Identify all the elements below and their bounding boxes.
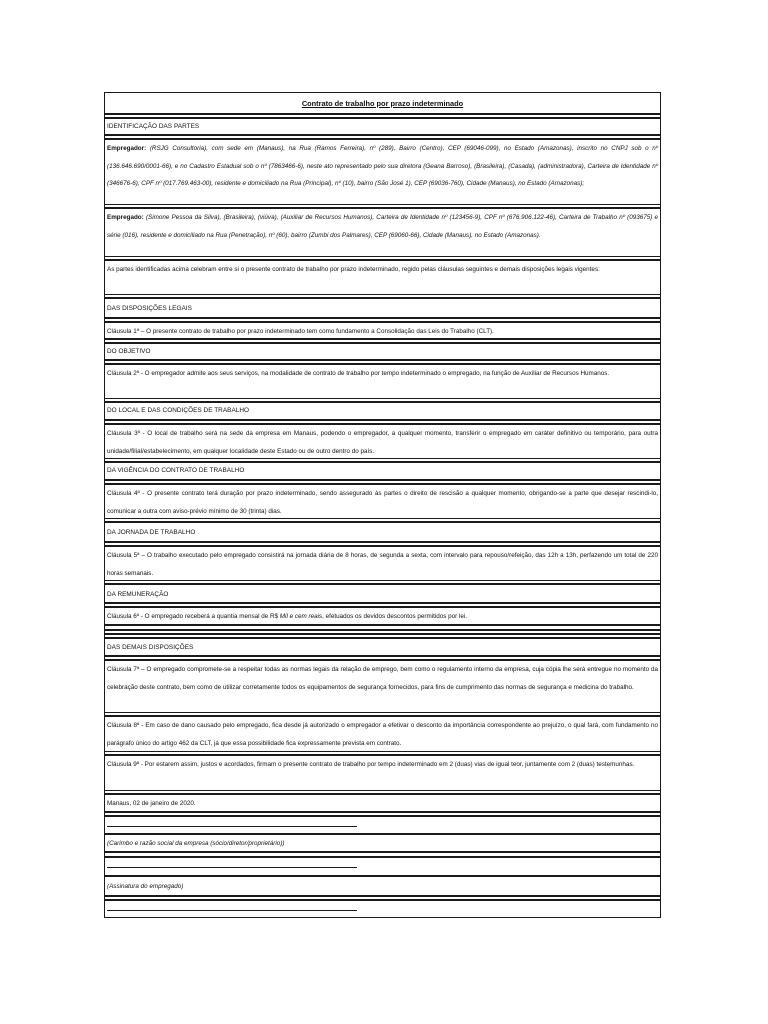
clausula-2 bbox=[104, 364, 661, 399]
clausula-3-text: Cláusula 3ª - O local de trabalho será na sede da empresa em Manaus, podendo o empregador, a qualquer momento, transferir o empregado em caráter definitivo ou temporário, para outra unidade/filial/estabelecimento, em qualquer localidade deste Estado ou de outro dentro do país. bbox=[107, 430, 658, 455]
signature-caption-company: (Carimbo e razão social da empresa (sócio/diretor/proprietário)) bbox=[104, 834, 661, 852]
section-remuneracao: DA REMUNERAÇÃO bbox=[104, 584, 661, 603]
clausula-6 bbox=[104, 607, 661, 625]
signature-caption-employee: (Assinatura do empregado) bbox=[104, 876, 661, 896]
empregador-block bbox=[104, 139, 661, 208]
clausula-9 bbox=[104, 755, 661, 791]
clausula-7 bbox=[104, 660, 661, 713]
clausula-8 bbox=[104, 716, 661, 752]
signature-line bbox=[107, 910, 357, 911]
place-date: Manaus, 02 de janeiro de 2020. bbox=[104, 794, 661, 812]
clausula-1-text: Cláusula 1ª – O presente contrato de trabalho por prazo indeterminado tem como fundamento a Consolidação das Leis do Trabalho (CLT). bbox=[107, 328, 494, 335]
clausula-6-text-end: , efetuados os devidos descontos permitidos por lei. bbox=[322, 613, 468, 620]
clausula-8-text: Cláusula 8ª - Em caso de dano causado pelo empregado, fica desde já autorizado o empregador a efetivar o desconto da importância correspondente ao prejuízo, o qual fará, com fundamento no parágrafo único do artigo 462 da CLT, já que essa possibilidade fica expressamente prevista em contrato. bbox=[107, 722, 658, 747]
signature-line-employee bbox=[104, 857, 661, 876]
empregado-block bbox=[104, 208, 661, 260]
clausula-2-text: Cláusula 2ª - O empregador admite aos seus serviços, na modalidade de contrato de trabalho por tempo indeterminado o empregado, na função de Auxiliar de Recursos Humanos. bbox=[107, 370, 610, 377]
signature-line bbox=[107, 867, 357, 868]
clausula-6-amount: Mil e cem reais bbox=[279, 613, 323, 620]
clausula-9-text: Cláusula 9ª - Por estarem assim, justos e acordados, firmam o presente contrato de trabalho por tempo indeterminado em 2 (duas) vias de igual teor, juntamente com 2 (duas) testemunhas. bbox=[107, 761, 635, 768]
empregado-text: (Simone Pessoa da Silva), (Brasileira), (viúva), (Auxiliar de Recursos Humanos), Carteira de Identidade nº (123456-9), CPF nº (676.906.122-46), Carteira de Trabalho nº (093675) e série (016), residente e domiciliado na Rua (Penetração), nº (60), bairro (Zumbi dos Palmares), CEP (69060-66), Cidade (Manaus), no Estado (Amazonas). bbox=[107, 214, 659, 239]
clausula-5-text: Cláusula 5ª – O trabalho executado pelo empregado consistirá na jornada diária de 8 horas, de segunda a sexta, com intervalo para repouso/refeição, das 12h a 13h, perfazendo um total de 220 horas semanais. bbox=[107, 552, 658, 577]
signature-line-company bbox=[104, 816, 661, 834]
clausula-5 bbox=[104, 546, 661, 581]
signature-line-witness bbox=[104, 900, 661, 918]
clausula-7-text: Cláusula 7ª – O empregado compromete-se a respeitar todas as normas legais da relação de emprego, bem como o regulamento interno da empresa, cuja cópia lhe será entregue no momento da celebração deste contrato, bem como de utilizar corretamente todos os equipamentos de segurança fornecidos, para fins de cumprimento das normas de segurança e medicina do trabalho. bbox=[107, 666, 658, 691]
section-identificacao: IDENTIFICAÇÃO DAS PARTES bbox=[104, 118, 661, 135]
empregado-label: Empregado: bbox=[107, 214, 144, 221]
clausula-1 bbox=[104, 322, 661, 339]
section-jornada: DA JORNADA DE TRABALHO bbox=[104, 522, 661, 542]
preambulo-text: As partes identificadas acima celebram entre si o presente contrato de trabalho por prazo indeterminado, regido pelas cláusulas seguintes e demais disposições legais vigentes: bbox=[107, 266, 600, 273]
preambulo bbox=[104, 260, 661, 295]
clausula-4 bbox=[104, 484, 661, 519]
section-vigencia: DA VIGÊNCIA DO CONTRATO DE TRABALHO bbox=[104, 462, 661, 480]
clausula-4-text: Cláusula 4ª - O presente contrato terá duração por prazo indeterminado, sendo assegurado às partes o direito de rescisão a qualquer momento, obrigando-se a parte que desejar rescindi-lo, comunicar a outra com aviso-prévio mínimo de 30 (trinta) dias. bbox=[107, 490, 658, 515]
section-local: DO LOCAL E DAS CONDIÇÕES DE TRABALHO bbox=[104, 402, 661, 420]
clausula-6-text: Cláusula 6ª - O empregado receberá a quantia mensal de R$ bbox=[107, 613, 280, 620]
document-title: Contrato de trabalho por prazo indeterminado bbox=[104, 92, 661, 114]
clausula-3 bbox=[104, 424, 661, 459]
empregador-label: Empregador: bbox=[107, 145, 147, 152]
section-disposicoes-legais: DAS DISPOSIÇÕES LEGAIS bbox=[104, 298, 661, 318]
signature-line bbox=[107, 826, 357, 827]
section-demais: DAS DEMAIS DISPOSIÇÕES bbox=[104, 638, 661, 656]
empregador-text: (RSJG Consultoria), com sede em (Manaus), na Rua (Ramos Ferreira), nº (289), Bairro (Centro), CEP (69046-099), no Estado (Amazonas), inscrito no CNPJ sob o nº (136.646.690/0001-66), e no Cadastro Estadual sob o nº (7863466-6), neste ato representado pelo sua diretora (Geana Barroso), (Brasileira), (Casada), (administradora), Carteira de Identidade nº (346676-6), CPF nº (017.769.463-00), residente e domiciliado na Rua (Principal), nº (10), bairro (São José 1), CEP (69036-760), Cidade (Manaus), no Estado (Amazonas); bbox=[107, 145, 658, 187]
section-objetivo: DO OBJETIVO bbox=[104, 343, 661, 360]
